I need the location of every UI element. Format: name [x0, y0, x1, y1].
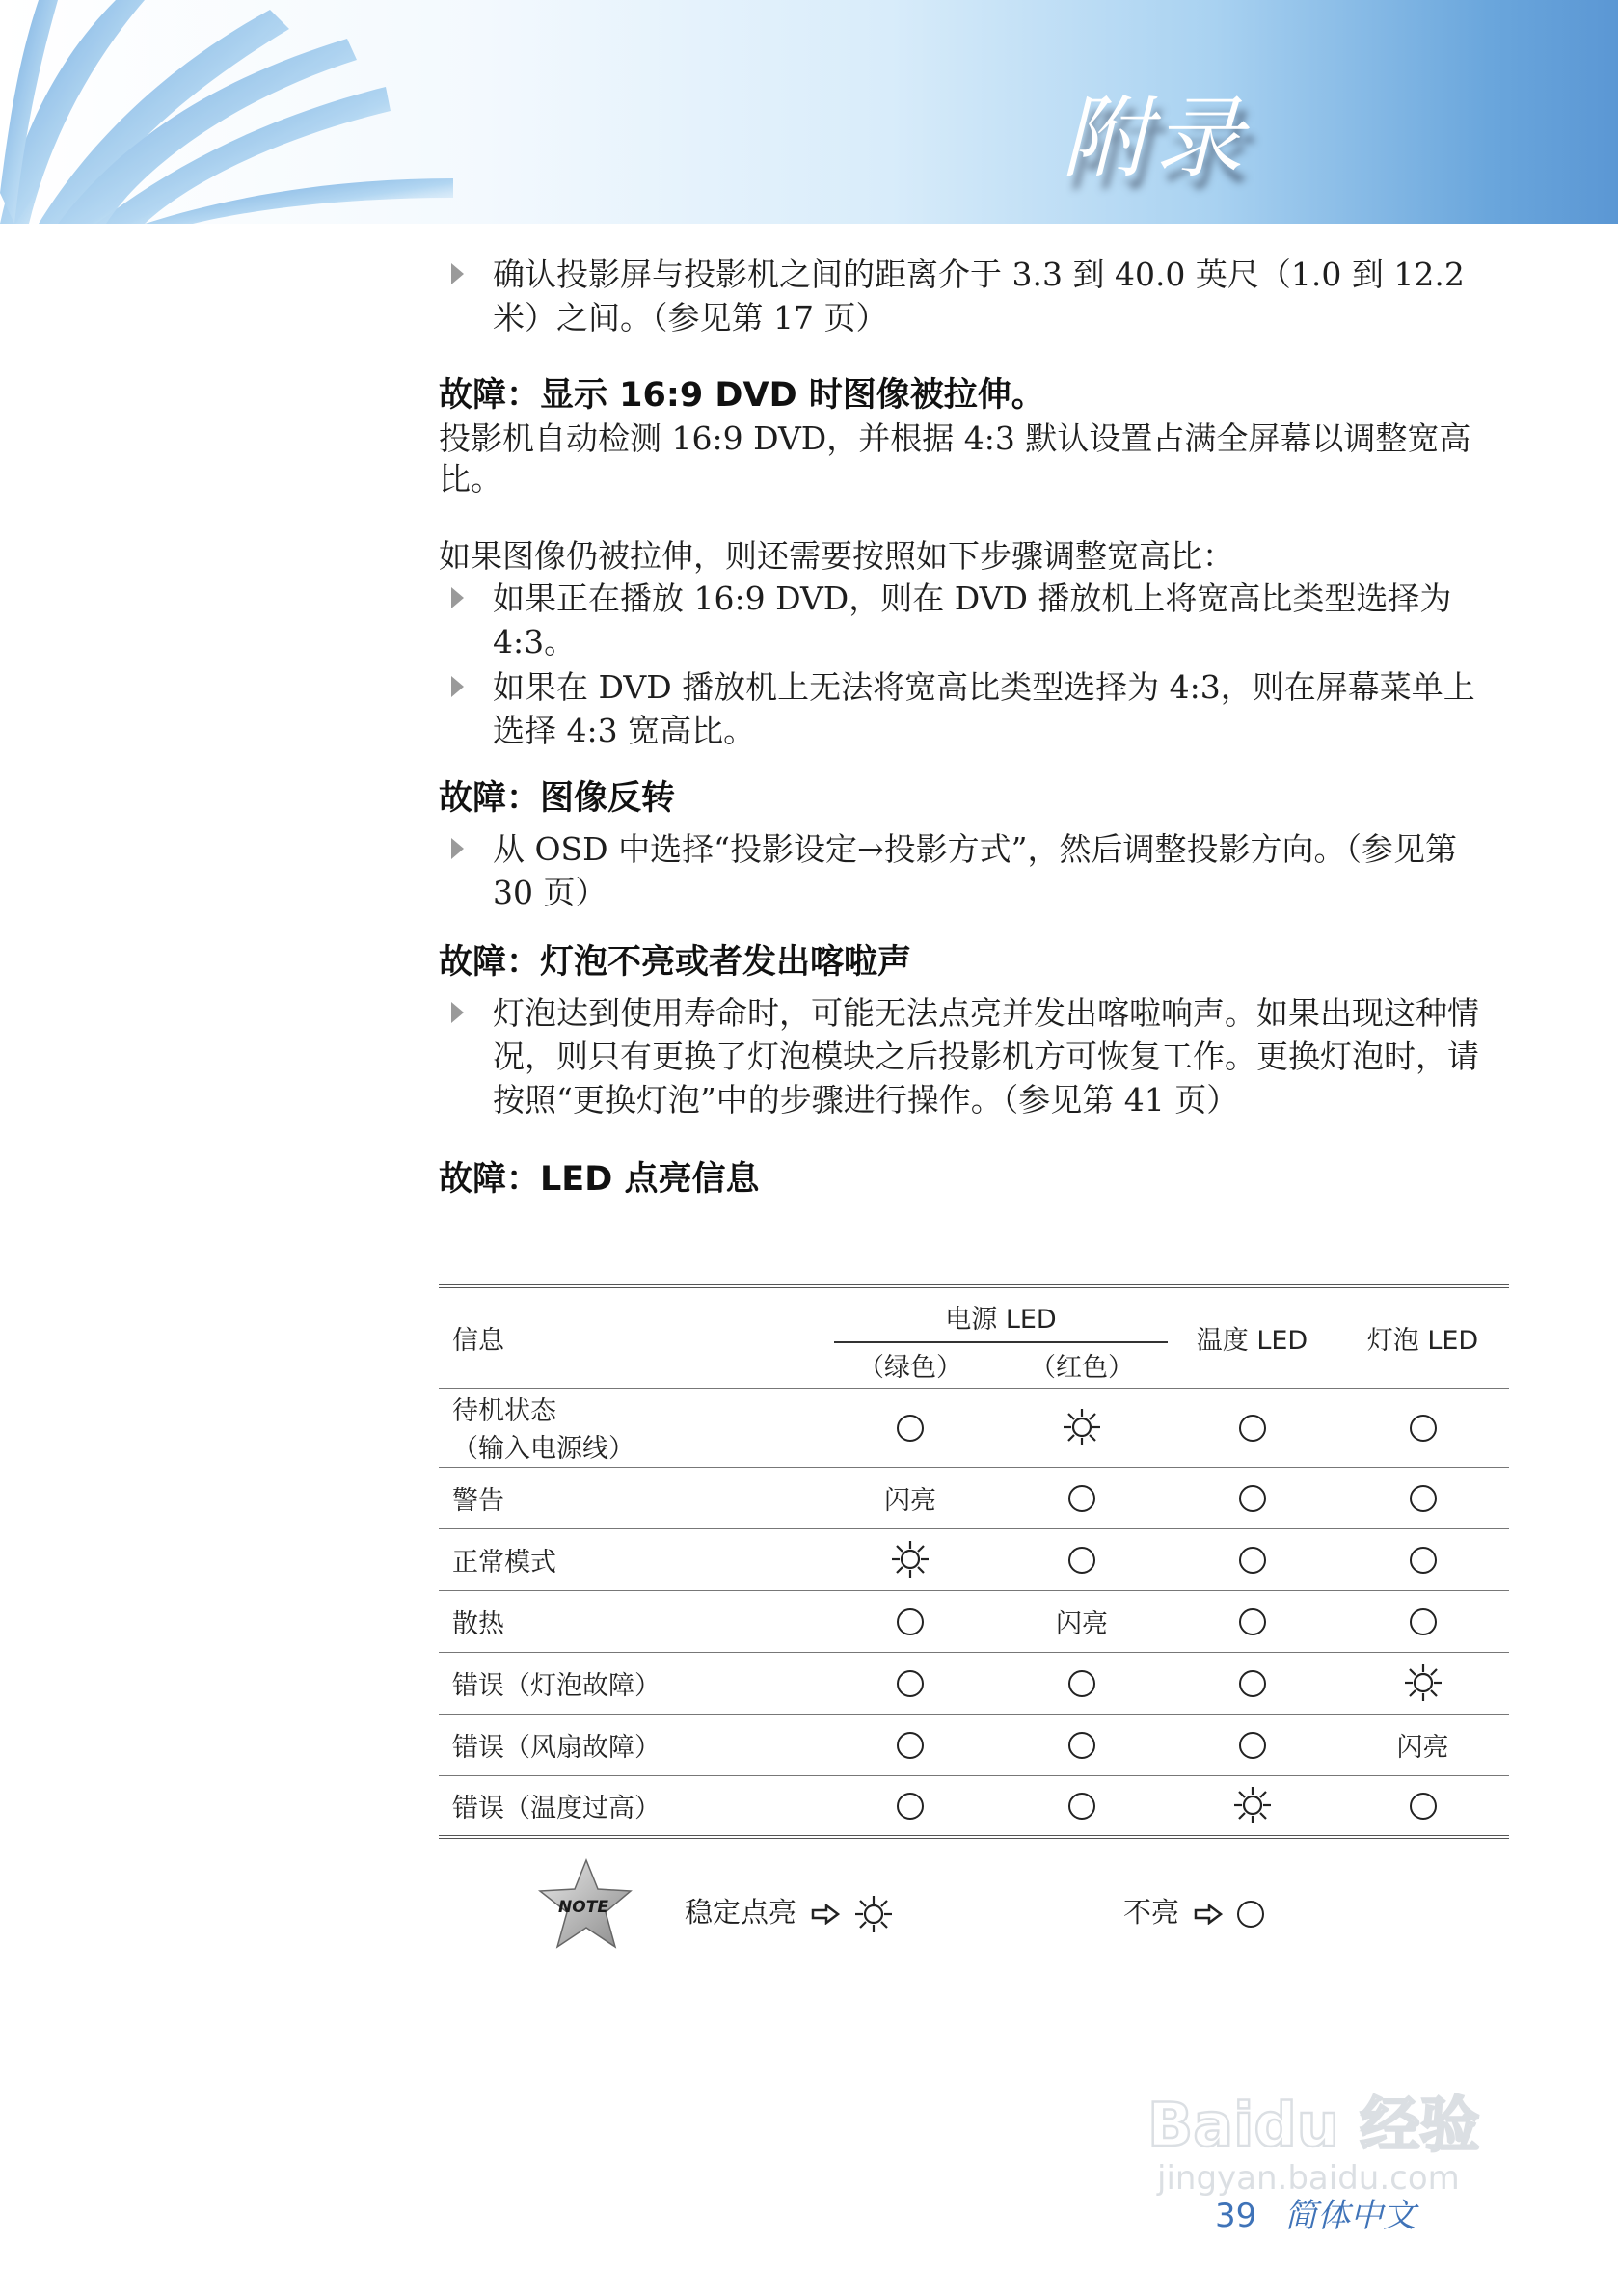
- led-flash-label: 闪亮: [1396, 1732, 1449, 1763]
- led-temp-cell: [1168, 1388, 1336, 1467]
- led-off-icon: [1239, 1485, 1266, 1512]
- led-status-table: [439, 1284, 1509, 1839]
- led-flash-label: 闪亮: [1056, 1608, 1108, 1639]
- legend-off-label: 不亮: [1123, 1896, 1180, 1929]
- led-off-icon: [897, 1670, 924, 1697]
- row-info-cell: [439, 1528, 824, 1590]
- led-off-icon: [1239, 1415, 1266, 1442]
- table-row: [439, 1467, 1509, 1528]
- led-off-icon: [1239, 1670, 1266, 1697]
- legend-note: [530, 1856, 1398, 1962]
- row-name: 错误（灯泡故障）: [452, 1670, 661, 1701]
- led-lamp-cell: [1336, 1467, 1509, 1528]
- watermark-text1: Baidu 经验: [1147, 2090, 1480, 2160]
- arrow-right-icon: [1194, 1904, 1223, 1925]
- row-name: 散热: [452, 1608, 504, 1639]
- header-title: 附录: [1061, 87, 1247, 190]
- legend-off: [1123, 1891, 1264, 1931]
- col-header-red: （红色）: [1030, 1353, 1134, 1384]
- page-content: [439, 253, 1528, 1202]
- led-temp-cell: [1168, 1714, 1336, 1775]
- section-heading-inverted: 故障：图像反转: [439, 779, 676, 818]
- list-item: 从 OSD 中选择“投影设定→投影方式”，然后调整投影方向。（参见第 30 页）: [439, 827, 1499, 914]
- led-off-icon: [1068, 1485, 1095, 1512]
- row-name: 正常模式: [452, 1547, 556, 1578]
- page-footer: [1215, 2189, 1416, 2236]
- row-info-cell: [439, 1388, 824, 1467]
- led-off-icon: [1068, 1670, 1095, 1697]
- page-header-banner: [0, 0, 1618, 224]
- led-off-icon: [1410, 1415, 1437, 1442]
- list-item: 灯泡达到使用寿命时，可能无法点亮并发出喀啦响声。如果出现这种情况，则只有更换了灯泡模块之后投影机方可恢复工作。更换灯泡时，请按照“更换灯泡”中的步骤进行操作。（参见第 41 页）: [439, 991, 1499, 1121]
- col-header-green: （绿色）: [858, 1353, 962, 1384]
- led-off-icon: [1239, 1608, 1266, 1635]
- power-led-label: 电源 LED: [834, 1298, 1168, 1343]
- led-lamp-cell: [1336, 1652, 1509, 1714]
- section-paragraph: 如果图像仍被拉伸，则还需要按照如下步骤调整宽高比：: [439, 537, 1234, 575]
- led-lamp-cell: [1336, 1714, 1509, 1775]
- led-on-icon: [854, 1895, 893, 1933]
- led-temp-cell: [1168, 1590, 1336, 1652]
- intro-bullet: 确认投影屏与投影机之间的距离介于 3.3 到 40.0 英尺（1.0 到 12.2 米）之间。（参见第 17 页）: [439, 253, 1480, 339]
- led-on-icon: [1063, 1408, 1101, 1446]
- led-red-cell: [996, 1467, 1168, 1528]
- table-row: [439, 1388, 1509, 1467]
- footer-language: 简体中文: [1284, 2197, 1416, 2235]
- led-off-icon: [1239, 1732, 1266, 1759]
- led-green-cell: [824, 1652, 996, 1714]
- section-heading-lamp: 故障：灯泡不亮或者发出喀啦声: [439, 943, 912, 982]
- col-header-temp: 温度 LED: [1196, 1325, 1308, 1356]
- led-on-icon: [891, 1540, 930, 1579]
- led-off-icon: [1237, 1901, 1264, 1928]
- led-red-cell: [996, 1528, 1168, 1590]
- led-lamp-cell: [1336, 1775, 1509, 1837]
- led-red-cell: [996, 1775, 1168, 1837]
- baidu-watermark: [1138, 2078, 1552, 2203]
- led-off-icon: [1410, 1485, 1437, 1512]
- led-temp-cell: [1168, 1652, 1336, 1714]
- row-name-sub: （输入电源线）: [452, 1434, 634, 1464]
- led-temp-cell: [1168, 1467, 1336, 1528]
- legend-steady: [685, 1891, 893, 1933]
- led-green-cell: [824, 1775, 996, 1837]
- led-off-icon: [897, 1793, 924, 1820]
- col-header-info: 信息: [452, 1325, 504, 1356]
- led-on-icon: [1233, 1786, 1272, 1824]
- table-row: [439, 1775, 1509, 1837]
- led-temp-cell: [1168, 1528, 1336, 1590]
- table-row: [439, 1652, 1509, 1714]
- led-lamp-cell: [1336, 1528, 1509, 1590]
- led-off-icon: [1239, 1547, 1266, 1574]
- led-off-icon: [1068, 1547, 1095, 1574]
- led-red-cell: [996, 1652, 1168, 1714]
- led-off-icon: [1410, 1608, 1437, 1635]
- led-green-cell: [824, 1528, 996, 1590]
- row-name: 错误（温度过高）: [452, 1793, 661, 1823]
- section-heading-led: 故障：LED 点亮信息: [439, 1160, 760, 1199]
- led-green-cell: [824, 1590, 996, 1652]
- table-row: [439, 1590, 1509, 1652]
- row-name: 错误（风扇故障）: [452, 1732, 661, 1763]
- row-info-cell: [439, 1467, 824, 1528]
- led-off-icon: [897, 1732, 924, 1759]
- led-green-cell: [824, 1714, 996, 1775]
- led-flash-label: 闪亮: [884, 1485, 936, 1516]
- section-heading-stretched: 故障：显示 16:9 DVD 时图像被拉伸。: [439, 376, 1045, 415]
- led-off-icon: [897, 1608, 924, 1635]
- led-table-body: [439, 1388, 1509, 1837]
- led-temp-cell: [1168, 1775, 1336, 1837]
- col-header-power: [824, 1286, 1168, 1343]
- section-paragraph: 投影机自动检测 16:9 DVD，并根据 4:3 默认设置占满全屏幕以调整宽高比。: [439, 419, 1471, 498]
- row-info-cell: [439, 1775, 824, 1837]
- led-green-cell: [824, 1467, 996, 1528]
- row-info-cell: [439, 1590, 824, 1652]
- led-off-icon: [1410, 1793, 1437, 1820]
- row-info-cell: [439, 1652, 824, 1714]
- led-red-cell: [996, 1590, 1168, 1652]
- led-off-icon: [1068, 1732, 1095, 1759]
- row-name: 待机状态: [452, 1396, 556, 1426]
- arrow-right-icon: [811, 1904, 840, 1925]
- list-item: 如果正在播放 16:9 DVD，则在 DVD 播放机上将宽高比类型选择为 4:3。: [439, 577, 1499, 663]
- led-off-icon: [897, 1415, 924, 1442]
- note-badge-text: NOTE: [558, 1898, 608, 1917]
- page-number: 39: [1215, 2197, 1257, 2235]
- led-off-icon: [1068, 1793, 1095, 1820]
- led-lamp-cell: [1336, 1590, 1509, 1652]
- flower-petals-decoration: [0, 0, 598, 224]
- table-row: [439, 1714, 1509, 1775]
- led-on-icon: [1404, 1663, 1443, 1702]
- table-row: [439, 1528, 1509, 1590]
- row-info-cell: [439, 1714, 824, 1775]
- watermark-text2: jingyan.baidu.com: [1157, 2159, 1460, 2198]
- led-off-icon: [1410, 1547, 1437, 1574]
- legend-steady-label: 稳定点亮: [685, 1896, 797, 1929]
- led-green-cell: [824, 1388, 996, 1467]
- led-red-cell: [996, 1388, 1168, 1467]
- led-lamp-cell: [1336, 1388, 1509, 1467]
- list-item: 如果在 DVD 播放机上无法将宽高比类型选择为 4:3，则在屏幕菜单上选择 4:3 宽高比。: [439, 665, 1499, 752]
- row-name: 警告: [452, 1485, 504, 1516]
- led-red-cell: [996, 1714, 1168, 1775]
- note-star-icon: [530, 1856, 636, 1953]
- col-header-lamp: 灯泡 LED: [1366, 1325, 1479, 1356]
